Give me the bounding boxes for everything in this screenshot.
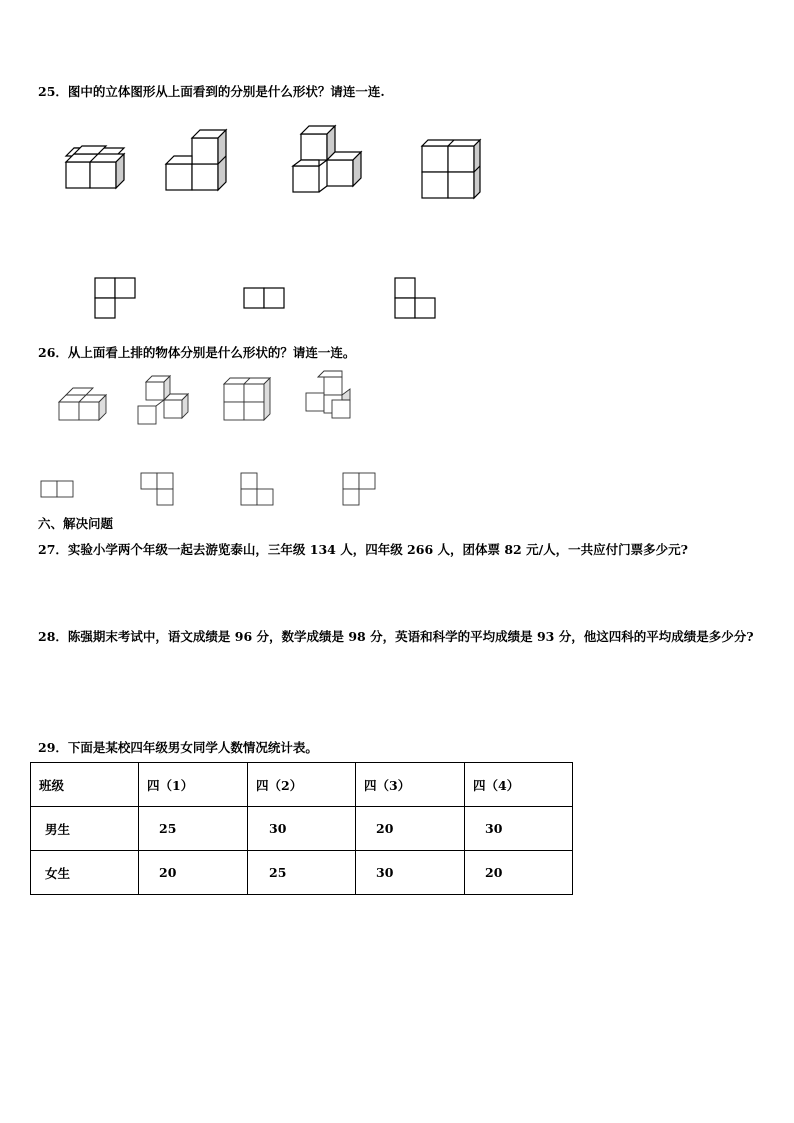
q26-solid-3: [224, 378, 270, 420]
question-26: 26．从上面看上排的物体分别是什么形状的？请连一连。: [38, 345, 356, 360]
q26-solid-2: [138, 376, 188, 424]
q25-view-3: [395, 278, 435, 318]
question-25: 25．图中的立体图形从上面看到的分别是什么形状？请连一连.: [38, 84, 385, 99]
q25-solid-3: [293, 126, 361, 192]
header-cell: 四（2）: [248, 763, 356, 807]
table-cell: 20: [139, 851, 248, 895]
table-cell: 20: [465, 851, 573, 895]
row-label: 男生: [31, 807, 139, 851]
table-cell: 30: [465, 807, 573, 851]
question-27: 27．实验小学两个年级一起去游览泰山，三年级 134 人，四年级 266 人，团体票 82 元/人，一共应付门票多少元?: [38, 542, 688, 557]
table-cell: 30: [248, 807, 356, 851]
section-6-title: 六、解决问题: [38, 516, 114, 531]
table-cell: 25: [248, 851, 356, 895]
q26-view-4: [343, 473, 375, 505]
table-header-row: [31, 763, 573, 807]
q26-view-3: [241, 473, 273, 505]
row-label: 女生: [31, 851, 139, 895]
q26-solid-4: [306, 371, 350, 418]
header-cell: 四（4）: [465, 763, 573, 807]
question-28: 28．陈强期末考试中，语文成绩是 96 分，数学成绩是 98 分，英语和科学的平均成绩是 93 分，他这四科的平均成绩是多少分?: [38, 629, 754, 644]
question-29: 29．下面是某校四年级男女同学人数情况统计表。: [38, 740, 318, 755]
q26-view-2: [141, 473, 173, 505]
table-cell: 30: [356, 851, 465, 895]
q26-solid-1: [59, 388, 106, 420]
header-cell: 四（1）: [139, 763, 248, 807]
q25-view-1: [95, 278, 135, 318]
header-cell: 四（3）: [356, 763, 465, 807]
table-cell: 25: [139, 807, 248, 851]
table-cell: 20: [356, 807, 465, 851]
q25-solid-4: [422, 140, 480, 198]
q25-solid-1: [66, 146, 124, 188]
q25-solid-2: [166, 130, 226, 190]
q26-view-1: [41, 481, 73, 497]
header-cell: 班级: [31, 763, 139, 807]
stats-table: [30, 762, 573, 895]
table-row: [31, 851, 573, 895]
table-row: [31, 807, 573, 851]
q25-view-2: [244, 288, 284, 308]
